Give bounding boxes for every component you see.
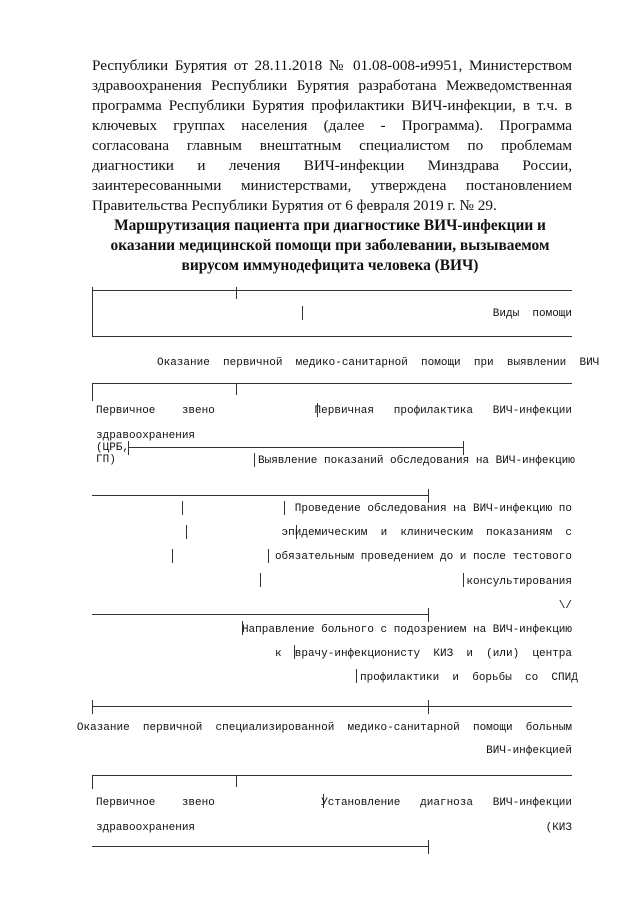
exam-cell-line: консультирования: [466, 576, 572, 588]
intro-line: Правительства Республики Бурятия от 6 февраля 2019 г. № 29.: [92, 197, 497, 214]
table-rule: [428, 489, 429, 503]
exam-cell-line: эпидемическим и клиническим показаниям с: [281, 527, 572, 539]
heading-line: вирусом иммунодефицита человека (ВИЧ): [181, 257, 479, 274]
exam-cell-line: обязательным проведением до и после тестового: [274, 551, 572, 563]
section-heading: [70, 216, 590, 276]
primary-link-label: (ЦРБ,: [96, 442, 130, 454]
table-rule: [182, 501, 183, 515]
table-rule: [186, 525, 187, 539]
intro-line: диагностики и лечения ВИЧ-инфекции Минздрава России,: [92, 157, 572, 174]
referral-cell-line: к врачу-инфекционисту КИЗ и (или) центра: [274, 648, 572, 660]
referral-cell-line: Направление больного с подозрением на ВИЧ-инфекцию: [241, 624, 572, 636]
section2-title: ВИЧ-инфекцией: [486, 745, 572, 757]
intro-line: ключевых группах населения (далее - Программа). Программа: [92, 117, 572, 134]
table-rule: [92, 495, 428, 496]
table-rule: [428, 840, 429, 854]
table-rule: [92, 290, 572, 291]
table-rule: [236, 383, 237, 395]
intro-line: здравоохранения Республики Бурятия разработана Межведомственная: [92, 77, 572, 94]
exam-cell-line: Проведение обследования на ВИЧ-инфекцию по: [294, 503, 572, 515]
intro-line: Республики Бурятия от 28.11.2018 № 01.08-008-и9951, Министерством: [92, 57, 572, 74]
down-arrow-icon: \/: [558, 600, 572, 612]
table-rule: [92, 336, 572, 337]
table-rule: [428, 608, 429, 622]
intro-line: заинтересованными министерствами, утверждена постановлением: [92, 177, 572, 194]
prevention-cell: Первичная профилактика ВИЧ-инфекции: [314, 405, 572, 417]
diagnosis-cell-line: (КИЗ: [545, 822, 572, 834]
table-rule: [92, 287, 93, 337]
indications-cell: Выявление показаний обследования на ВИЧ-инфекцию: [258, 455, 575, 467]
intro-paragraph: [92, 56, 572, 216]
heading-line: оказании медицинской помощи при заболевании, вызываемом: [110, 237, 550, 254]
table-rule: [92, 706, 572, 707]
intro-line: программа Республики Бурятия профилактики ВИЧ-инфекции, в т.ч. в: [92, 97, 572, 114]
heading-line: Маршрутизация пациента при диагностике ВИЧ-инфекции и: [114, 217, 546, 234]
intro-line: согласована главным внештатным специалистом по проблемам: [92, 137, 572, 154]
table-rule: [128, 447, 464, 448]
table-rule: [236, 287, 237, 299]
table-rule: [356, 669, 357, 683]
table-rule: [172, 549, 173, 563]
primary-link-label: Первичное звено: [96, 405, 215, 417]
table-rule: [428, 700, 429, 714]
table-rule: [268, 549, 269, 563]
table-rule: [463, 441, 464, 455]
table-rule: [92, 846, 428, 847]
primary-link2-label: здравоохранения: [96, 822, 196, 834]
primary-link2-label: Первичное звено: [96, 797, 215, 809]
table-rule: [236, 775, 237, 787]
diagnosis-cell-line: Установление диагноза ВИЧ-инфекции: [321, 797, 572, 809]
table-rule: [92, 614, 428, 615]
table-rule: [284, 501, 285, 515]
section1-title: Оказание первичной медико-санитарной помощи при выявлении ВИЧ: [157, 357, 600, 369]
referral-cell-line: профилактики и борьбы со СПИД: [360, 672, 578, 684]
table-rule: [302, 306, 303, 320]
table-rule: [260, 573, 261, 587]
primary-link-label: ГП): [96, 454, 116, 466]
table-rule: [92, 383, 572, 384]
table-rule: [92, 383, 93, 401]
section2-title: Оказание первичной специализированной медико-санитарной помощи больным: [76, 722, 572, 734]
table-rule: [92, 700, 93, 714]
table-rule: [463, 573, 464, 587]
header-help-types: Виды помощи: [492, 308, 572, 320]
table-rule: [92, 775, 572, 776]
primary-link-label: здравоохранения: [96, 430, 196, 442]
table-rule: [254, 453, 255, 467]
table-rule: [92, 775, 93, 789]
